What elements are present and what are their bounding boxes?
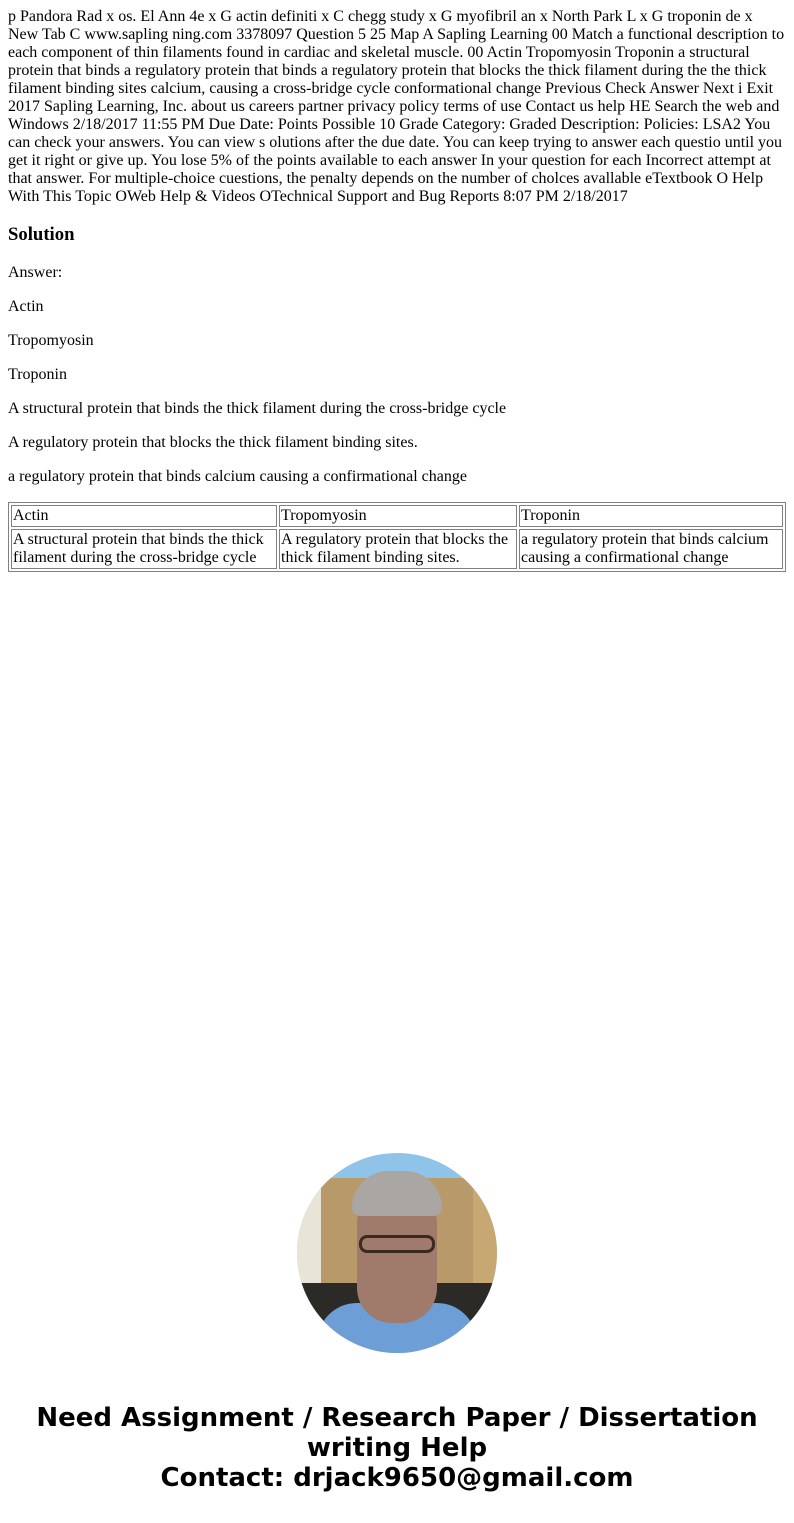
table-header-row	[11, 505, 783, 527]
table-cell: Tropomyosin	[279, 505, 517, 527]
answer-line: Tropomyosin	[8, 332, 94, 349]
table-cell: A structural protein that binds the thick filament during the cross-bridge cycle	[11, 529, 277, 569]
answer-table	[8, 502, 786, 572]
answer-line: a regulatory protein that binds calcium causing a confirmational change	[8, 468, 467, 485]
avatar	[297, 1153, 497, 1353]
footer-contact: Contact: drjack9650@gmail.com	[160, 1463, 634, 1493]
answer-line: Actin	[8, 298, 44, 315]
answer-line: A structural protein that binds the thick filament during the cross-bridge cycle	[8, 400, 507, 417]
table-cell: a regulatory protein that binds calcium causing a confirmational change	[519, 529, 783, 569]
footer-headline: Need Assignment / Research Paper / Dissertation writing Help	[36, 1403, 758, 1463]
contact-footer	[0, 1403, 794, 1493]
answer-line: A regulatory protein that blocks the thick filament binding sites.	[8, 434, 418, 451]
question-text: p Pandora Rad x os. El Ann 4e x G actin definiti x C chegg study x G myofibril an x North Park L x G troponin de x New Tab C www.sapling ning.com 3378097 Question 5 25 Map A Sapling Learning 00 Match a functional description to each component of thin filaments found in cardiac and skeletal muscle. 00 Actin Tropomyosin Troponin a structural protein that binds a regulatory protein that binds a regulatory protein that blocks the thick filament during the the thick filament binding sites calcium, causing a cross-bridge cycle conformational change Previous Check Answer Next i Exit 2017 Sapling Learning, Inc. about us careers partner privacy policy terms of use Contact us help HE Search the web and Windows 2/18/2017 11:55 PM Due Date: Points Possible 10 Grade Category: Graded Description: Policies: LSA2 You can check your answers. You can view s olutions after the due date. You can keep trying to answer each questio until you get it right or give up. You lose 5% of the points available to each answer In your question for each Incorrect attempt at that answer. For multiple-choice cuestions, the penalty depends on the number of cholces avallable eTextbook O Help With This Topic OWeb Help & Videos OTechnical Support and Bug Reports 8:07 PM 2/18/2017	[8, 8, 785, 205]
answer-line: Troponin	[8, 366, 67, 383]
table-cell: A regulatory protein that blocks the thick filament binding sites.	[279, 529, 517, 569]
table-row	[11, 529, 783, 569]
solution-heading: Solution	[8, 224, 75, 245]
answer-label: Answer:	[8, 264, 63, 281]
table-cell: Troponin	[519, 505, 783, 527]
table-cell: Actin	[11, 505, 277, 527]
